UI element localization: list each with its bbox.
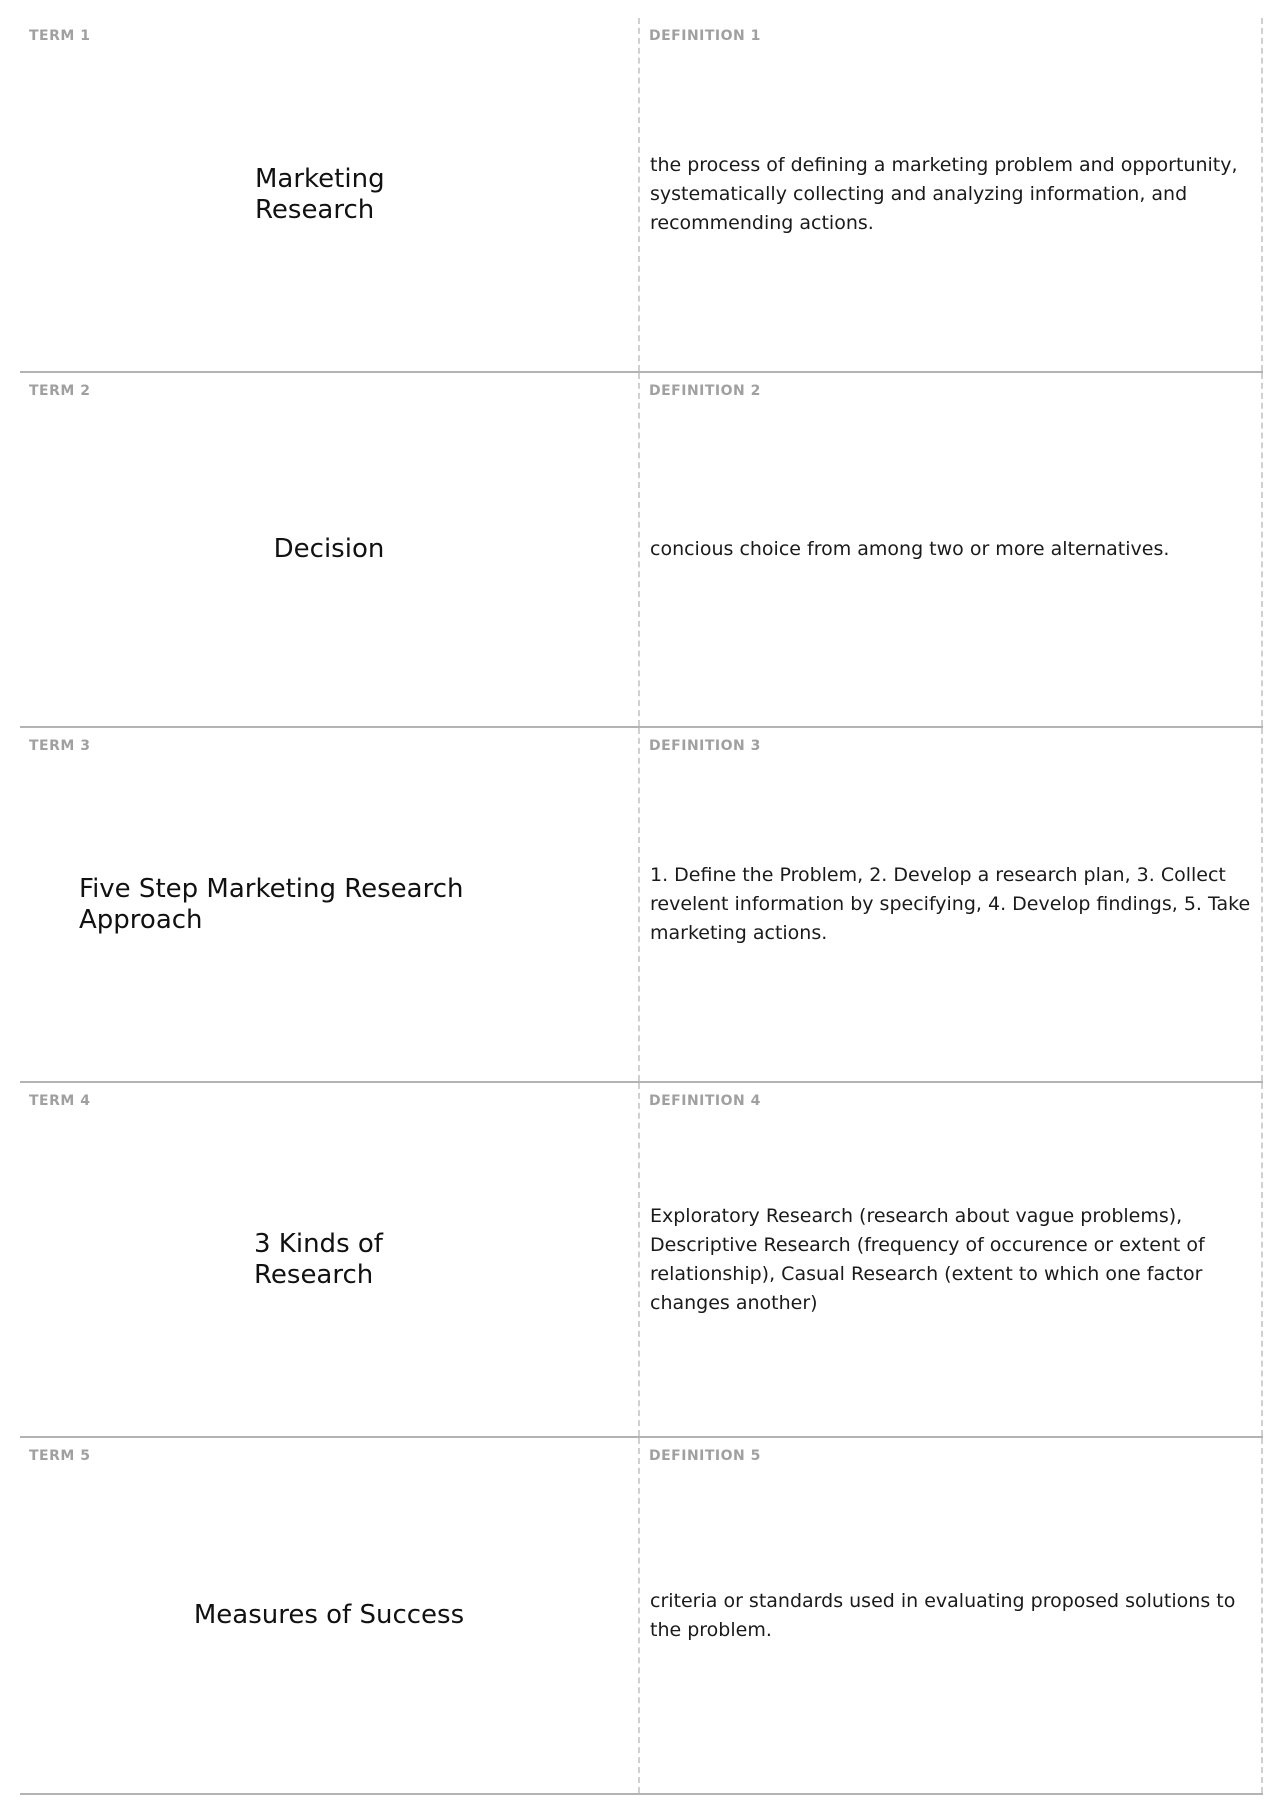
definition-cell xyxy=(640,1083,1263,1436)
term-text: Five Step Marketing Research Approach xyxy=(79,873,464,935)
definition-label: DEFINITION 2 xyxy=(649,383,761,399)
term-cell xyxy=(20,373,640,726)
term-cell xyxy=(20,728,640,1081)
definition-text: criteria or standards used in evaluating proposed solutions to the problem. xyxy=(650,1589,1236,1641)
term-label: TERM 4 xyxy=(29,1093,91,1109)
definition-label: DEFINITION 1 xyxy=(649,28,761,44)
flashcard-row xyxy=(20,373,1263,728)
term-label: TERM 2 xyxy=(29,383,91,399)
definition-cell xyxy=(640,373,1263,726)
term-text: 3 Kinds of Research xyxy=(254,1228,383,1290)
definition-cell xyxy=(640,728,1263,1081)
definition-cell xyxy=(640,1438,1263,1793)
term-label: TERM 3 xyxy=(29,738,91,754)
definition-text: the process of defining a marketing problem and opportunity, systematically collecting and analyzing information, and recommending actions. xyxy=(650,154,1238,234)
flashcard-row xyxy=(20,1438,1263,1795)
flashcard-row xyxy=(20,1083,1263,1438)
term-label: TERM 1 xyxy=(29,28,91,44)
term-cell xyxy=(20,18,640,371)
definition-label: DEFINITION 5 xyxy=(649,1448,761,1464)
term-text: Decision xyxy=(273,534,385,564)
flashcard-row xyxy=(20,18,1263,373)
definition-text: Exploratory Research (research about vague problems), Descriptive Research (frequency of occurence or extent of relationship), Casual Research (extent to which one factor changes another) xyxy=(650,1204,1205,1314)
term-text: Marketing Research xyxy=(255,163,385,225)
definition-text: 1. Define the Problem, 2. Develop a research plan, 3. Collect revelent information by specifying, 4. Develop findings, 5. Take marketing actions. xyxy=(650,864,1251,944)
flashcard-sheet xyxy=(20,18,1263,1795)
term-cell xyxy=(20,1438,640,1793)
definition-label: DEFINITION 4 xyxy=(649,1093,761,1109)
definition-text: concious choice from among two or more alternatives. xyxy=(650,538,1170,560)
term-label: TERM 5 xyxy=(29,1448,91,1464)
definition-cell xyxy=(640,18,1263,371)
flashcard-row xyxy=(20,728,1263,1083)
definition-label: DEFINITION 3 xyxy=(649,738,761,754)
term-cell xyxy=(20,1083,640,1436)
term-text: Measures of Success xyxy=(193,1600,465,1630)
